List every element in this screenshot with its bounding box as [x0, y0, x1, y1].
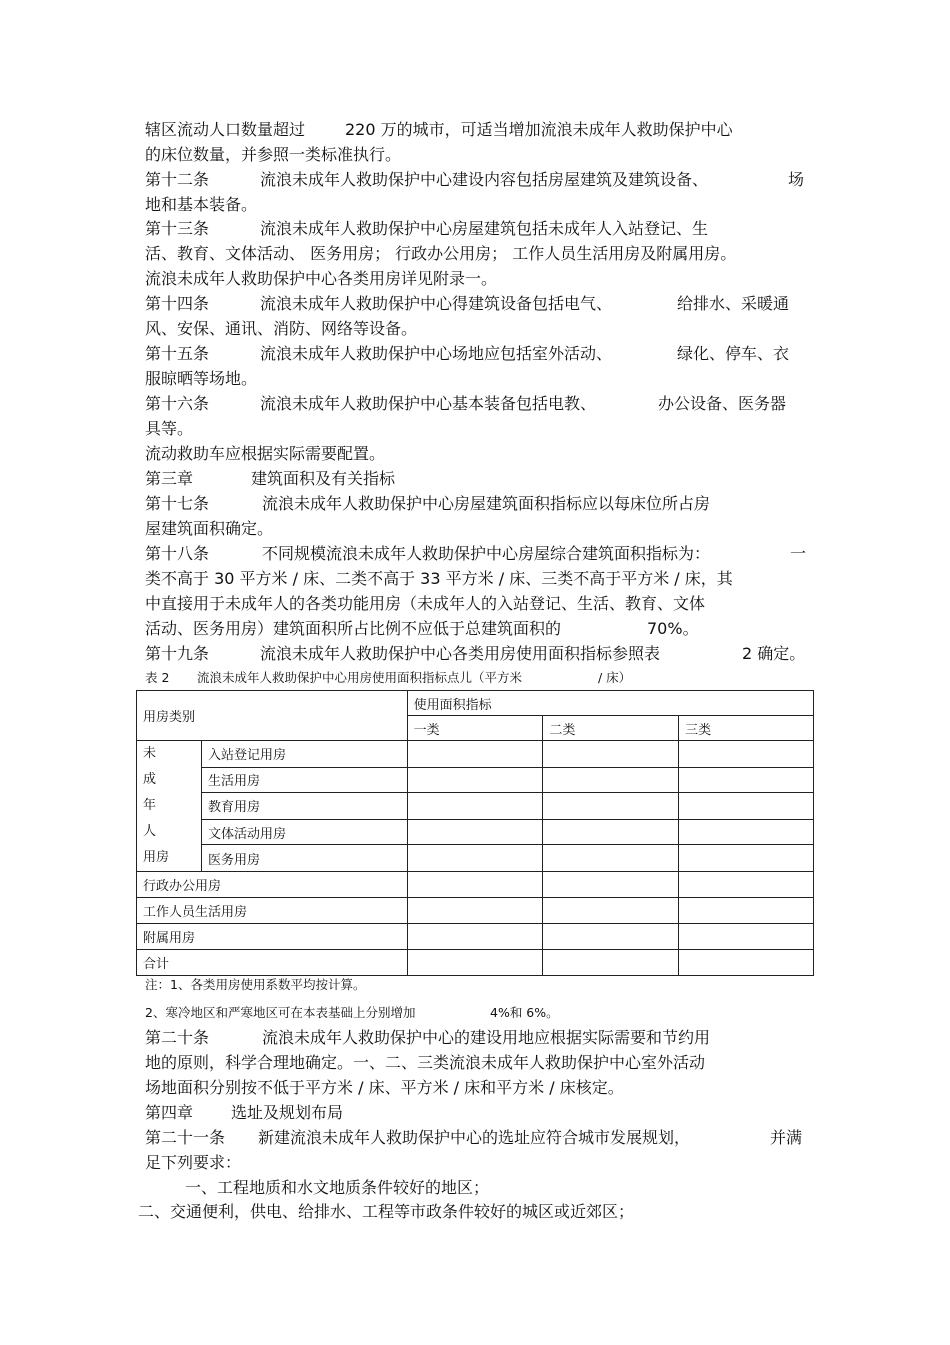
table-cell — [407, 924, 543, 950]
table-cell — [679, 767, 814, 793]
table-cell — [543, 767, 679, 793]
table-cell — [543, 819, 679, 845]
paragraph-line: 活、教育、文体活动、 医务用房； 行政办公用房； 工作人员生活用房及附属用房。 — [145, 244, 737, 263]
group-label — [137, 741, 202, 872]
table-cell — [543, 898, 679, 924]
header-index: 使用面积指标 — [407, 691, 813, 716]
requirement-1: 一、工程地质和水文地质条件较好的地区； — [185, 1178, 490, 1197]
header-category: 用房类别 — [137, 691, 408, 741]
paragraph-line: 流动救助车应根据实际需要配置。 — [145, 444, 386, 463]
table-cell — [407, 872, 543, 898]
paragraph-line: 地的原则，科学合理地确定。一、二、三类流浪未成年人救助保护中心室外活动 — [145, 1053, 706, 1072]
table-cell — [679, 845, 814, 872]
table-row-label: 生活用房 — [201, 767, 407, 793]
table-cell — [679, 819, 814, 845]
table-cell — [679, 950, 814, 976]
paragraph-line: 风、安保、通讯、消防、网络等设备。 — [145, 319, 418, 338]
table-cell — [543, 845, 679, 872]
table-cell — [407, 819, 543, 845]
header-class-3: 三类 — [679, 716, 814, 741]
table-row-label: 工作人员生活用房 — [137, 898, 408, 924]
paragraph-line: 类不高于 30 平方米 / 床、二类不高于 33 平方米 / 床、三类不高于平方米 / 床，其 — [145, 569, 733, 588]
paragraph-line: 服晾晒等场地。 — [145, 369, 258, 388]
paragraph-line: 地和基本装备。 — [145, 195, 258, 214]
requirement-2: 二、交通便利，供电、给排水、工程等市政条件较好的城区或近郊区； — [138, 1202, 635, 1221]
table-cell — [679, 872, 814, 898]
table-cell — [679, 924, 814, 950]
table-row-label: 教育用房 — [201, 793, 407, 820]
group-label-line: 用房 — [143, 850, 170, 865]
table-cell — [407, 793, 543, 820]
paragraph-line: 的床位数量，并参照一类标准执行。 — [145, 145, 402, 164]
table-row-label: 文体活动用房 — [201, 819, 407, 845]
table-cell — [543, 741, 679, 768]
table-row-label: 入站登记用房 — [201, 741, 407, 768]
table-row-label: 医务用房 — [201, 845, 407, 872]
header-class-2: 二类 — [543, 716, 679, 741]
table-cell — [679, 898, 814, 924]
paragraph-line: 流浪未成年人救助保护中心各类用房详见附录一。 — [145, 269, 498, 288]
table-cell — [543, 793, 679, 820]
table-cell — [679, 793, 814, 820]
paragraph-line: 屋建筑面积确定。 — [145, 519, 274, 538]
table-cell — [407, 950, 543, 976]
table-note-1: 注：1、各类用房使用系数平均按计算。 — [145, 977, 366, 992]
table-row-label: 附属用房 — [137, 924, 408, 950]
paragraph-line: 具等。 — [145, 419, 194, 438]
table-cell — [543, 950, 679, 976]
table-cell — [407, 898, 543, 924]
table-cell — [407, 767, 543, 793]
document-page: 辖区流动人口数量超过 220 万的城市，可适当增加流浪未成年人救助保护中心 的床位数量，并参照一类标准执行。 第十二条 流浪未成年人救助保护中心建设内容包括房屋建筑及建筑设备、 场 地和基本装备。 第十三条 流浪未成年人救助保护中心房屋建筑包括未成年人入站登记、生 活、教育、文体活动、 医务用房； 行政办公用房； 工作人员生活用房及附属用房。 流浪未成年人救助保护中心各类用房详见附录一。 第十四条 流浪未成年人救助保护中心得建筑设备包括电气、 给排水、采暖通 风、安保、通讯、消防、网络等设备。 第十五条 流浪未成年人救助保护中心场地应包括室外活动、 绿化、停车、衣 服晾晒等场地。 第十六条 流浪未成年人救助保护中心基本装备包括电教、 办公设备、医务器 具等。 流动救助车应根据实际需要配置。 第三章 建筑面积及有关指标 第十七条 流浪未成年人救助保护中心房屋建筑面积指标应以每床位所占房 屋建筑面积确定。 第十八条 不同规模流浪未成年人救助保护中心房屋综合建筑面积指标为： 一 类不高于 30 平方米 / 床、二类不高于 33 平方米 / 床、三类不高于平方米 / 床，其 中直接用于未成年人的各类功能用房（未成年人的入站登记、生活、教育、文体 活动、医务用房）建筑面积所占比例不应低于总建筑面积的 70%。 第十九条 流浪未成年人救助保护中心各类用房使用面积指标参照表 2 确定。 表 2 流浪未成年人救助保护中心用房使用面积指标点儿（平方米 / 床） 用房类别 使用面积指标 一类 二类 三类 未 成 年 人 用房 入站登记用房 生活用房 教育用房 文体活动用房 医务用房 行政办公用房 工作人员生活用房 附属用房 合计 注：1、各类用房使用系数平均按计算。 2、寒冷地区和严寒地区可在本表基础上分别增加 4%和 6%。 第二十条 流浪未成年人救助保护中心的建设用地应根据实际需要和节约用 地的原则，科学合理地确定。一、二、三类流浪未成年人救助保护中心室外活动 场地面积分别按不低于平方米 / 床、平方米 / 床和平方米 / 床核定。 第四章 选址及规划布局 第二十一条 新建流浪未成年人救助保护中心的选址应符合城市发展规划， 并满 足下列要求： 一、工程地质和水文地质条件较好的地区； 二、交通便利，供电、给排水、工程等市政条件较好的城区或近郊区； — [0, 0, 950, 1345]
table-cell — [543, 924, 679, 950]
table-row-total: 合计 — [137, 950, 408, 976]
table-cell — [543, 872, 679, 898]
paragraph-line: 足下列要求： — [145, 1153, 242, 1172]
paragraph-line: 场地面积分别按不低于平方米 / 床、平方米 / 床和平方米 / 床核定。 — [145, 1078, 624, 1097]
group-label-line: 未 成 — [143, 746, 175, 787]
group-label-line: 年 人 — [143, 798, 175, 839]
table-cell — [407, 741, 543, 768]
table-cell — [679, 741, 814, 768]
area-index-table — [136, 690, 814, 976]
table-row-label: 行政办公用房 — [137, 872, 408, 898]
paragraph-line: 中直接用于未成年人的各类功能用房（未成年人的入站登记、生活、教育、文体 — [145, 594, 706, 613]
table-cell — [407, 845, 543, 872]
header-class-1: 一类 — [407, 716, 543, 741]
